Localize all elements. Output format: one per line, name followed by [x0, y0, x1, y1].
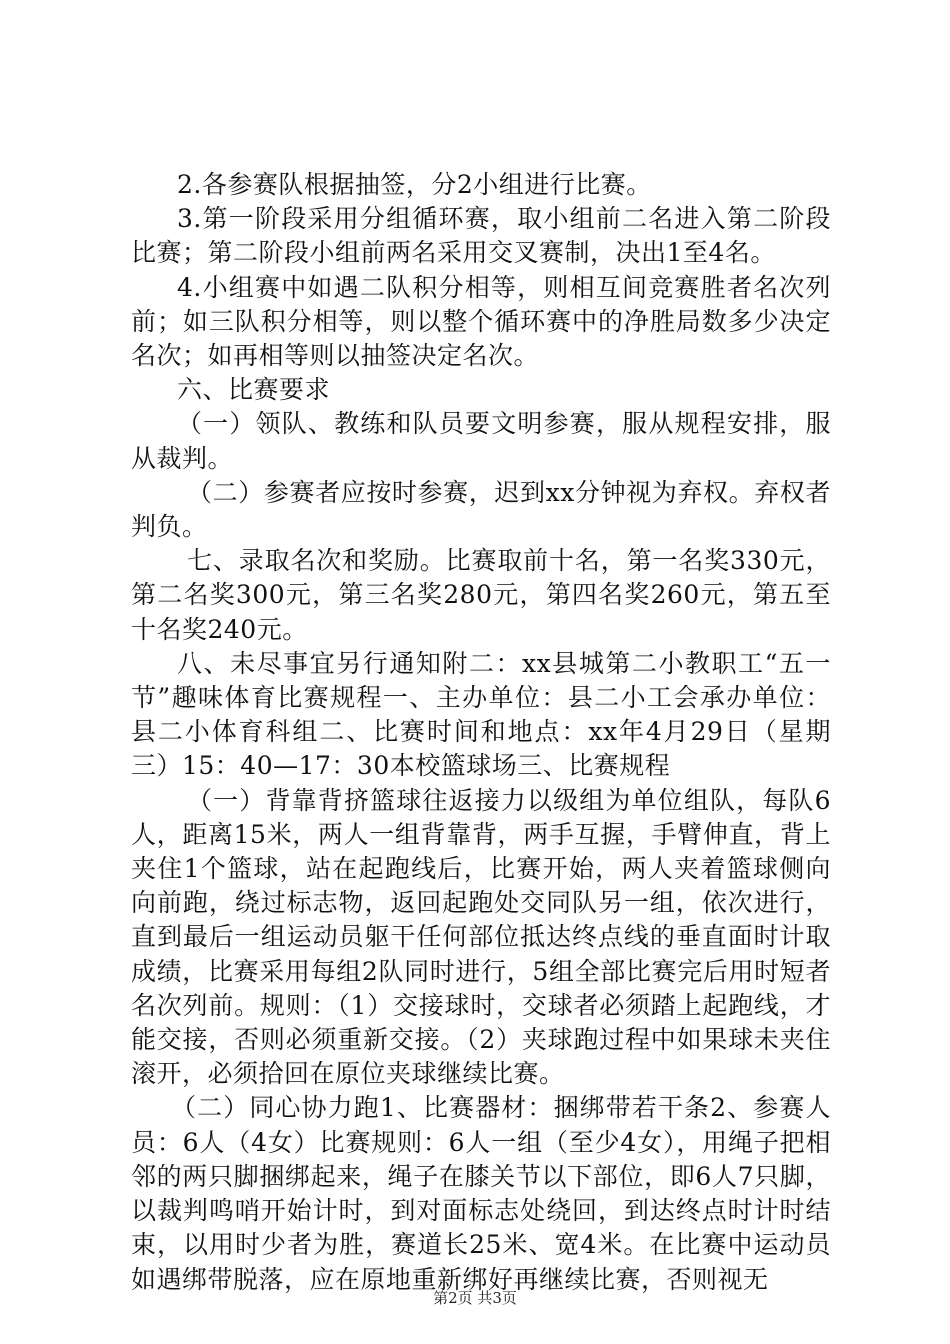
paragraph-grouping: 2.各参赛队根据抽签，分2小组进行比赛。	[177, 170, 652, 199]
paragraph-stage-format: 3.第一阶段采用分组循环赛，取小组前二名进入第二阶段比赛；第二阶段小组前两名采用交叉赛制，决出1至4名。	[131, 204, 831, 268]
paragraph-basketball-relay: （一）背靠背挤篮球往返接力以级组为单位组队，每队6人，距离15米，两人一组背靠背，两手互握，手臂伸直，背上夹住1个篮球，站在起跑线后，比赛开始，两人夹着篮球侧向向前跑，绕过标志物，返回起跑处交同队另一组，依次进行，直到最后一组运动员躯干任何部位抵达终点线的垂直面时计取成绩，比赛采用每组2队同时进行，5组全部比赛完后用时短者名次列前。规则：（1）交接球时，交球者必须踏上起跑线，才能交接，否则必须重新交接。（2）夹球跑过程中如果球未夹住滚开，必须拾回在原位夹球继续比赛。	[131, 785, 831, 1089]
paragraph-requirement-2: （二）参赛者应按时参赛，迟到xx分钟视为弃权。弃权者判负。	[131, 477, 831, 542]
section-heading-requirements: 六、比赛要求	[177, 375, 331, 405]
paragraph-tiebreak: 4.小组赛中如遇二队积分相等，则相互间竞赛胜者名次列前；如三队积分相等，则以整个循环赛中的净胜局数多少决定名次；如再相等则以抽签决定名次。	[131, 272, 831, 371]
document-body	[131, 168, 831, 1297]
paragraph-requirement-1: （一）领队、教练和队员要文明参赛，服从规程安排，服从裁判。	[131, 409, 831, 473]
paragraph-awards: 七、录取名次和奖励。比赛取前十名，第一名奖330元，第二名奖300元，第三名奖280元，第四名奖260元，第五至十名奖240元。	[131, 546, 831, 644]
page-footer: 第2页 共3页	[433, 1289, 517, 1307]
paragraph-appendix-two: 八、未尽事宜另行通知附二：xx县城第二小教职工“五一节”趣味体育比赛规程一、主办单位：县二小工会承办单位：县二小体育科组二、比赛时间和地点：xx年4月29日（星期三）15：40—17：30本校篮球场三、比赛规程	[131, 648, 831, 781]
paragraph-teamwork-run: （二）同心协力跑1、比赛器材：捆绑带若干条2、参赛人员：6人（4女）比赛规则：6人一组（至少4女），用绳子把相邻的两只脚捆绑起来，绳子在膝关节以下部位，即6人7只脚，以裁判鸣哨开始计时，到对面标志处绕回，到达终点时计时结束，以用时少者为胜，赛道长25米、宽4米。在比赛中运动员如遇绑带脱落，应在原地重新绑好再继续比赛，否则视无	[131, 1093, 831, 1294]
